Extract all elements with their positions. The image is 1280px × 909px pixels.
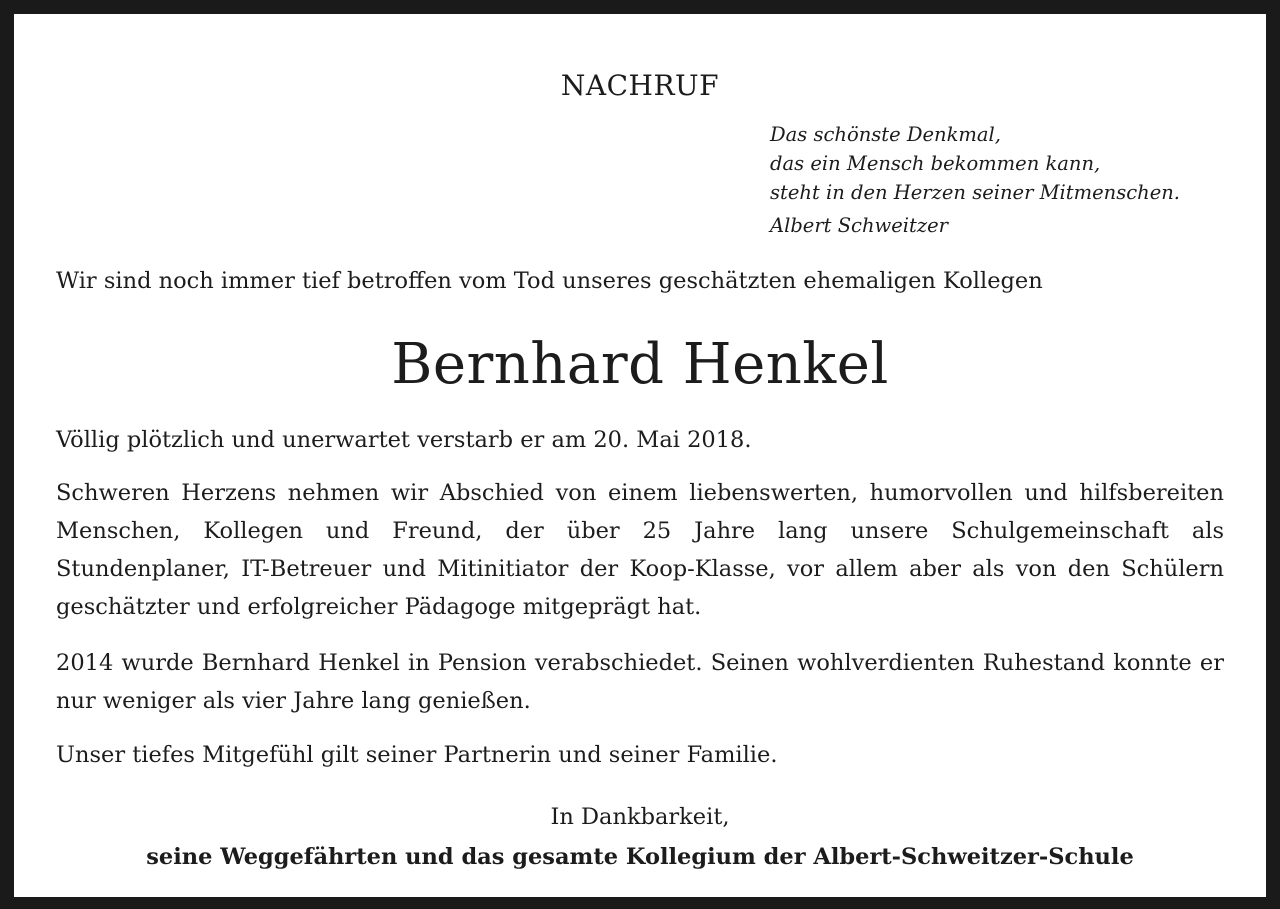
- quote-author: Albert Schweitzer: [770, 214, 948, 237]
- retirement-paragraph: 2014 wurde Bernhard Henkel in Pension verabschiedet. Seinen wohlverdienten Ruhestand konnte er nur weniger als vier Jahre lang genießen.: [56, 650, 1224, 714]
- notice-heading: NACHRUF: [560, 69, 720, 102]
- intro-text: Wir sind noch immer tief betroffen vom Tod unseres geschätzten ehemaligen Kollegen: [56, 268, 1043, 294]
- deceased-name: Bernhard Henkel: [391, 332, 889, 397]
- signers-line: seine Weggefährten und das gesamte Kollegium der Albert-Schweitzer-Schule: [146, 844, 1134, 870]
- closing-line: In Dankbarkeit,: [550, 804, 730, 830]
- condolence-paragraph: Unser tiefes Mitgefühl gilt seiner Partnerin und seiner Familie.: [56, 742, 778, 768]
- quote-line: das ein Mensch bekommen kann,: [770, 152, 1101, 175]
- quote-line: steht in den Herzen seiner Mitmenschen.: [770, 181, 1181, 204]
- epigraph-quote: [770, 120, 1180, 240]
- tribute-paragraph: Schweren Herzens nehmen wir Abschied von einem liebenswerten, humorvollen und hilfsbereiten Menschen, Kollegen und Freund, der über 25 Jahre lang unsere Schulgemeinschaft als Stundenplaner, IT-Betreuer und Mitinitiator der Koop-Klasse, vor allem aber als von den Schülern geschätzter und erfolgreicher Pädagoge mitgeprägt hat.: [56, 480, 1224, 620]
- death-announcement: Völlig plötzlich und unerwartet verstarb er am 20. Mai 2018.: [56, 427, 752, 453]
- quote-line: Das schönste Denkmal,: [770, 123, 1001, 146]
